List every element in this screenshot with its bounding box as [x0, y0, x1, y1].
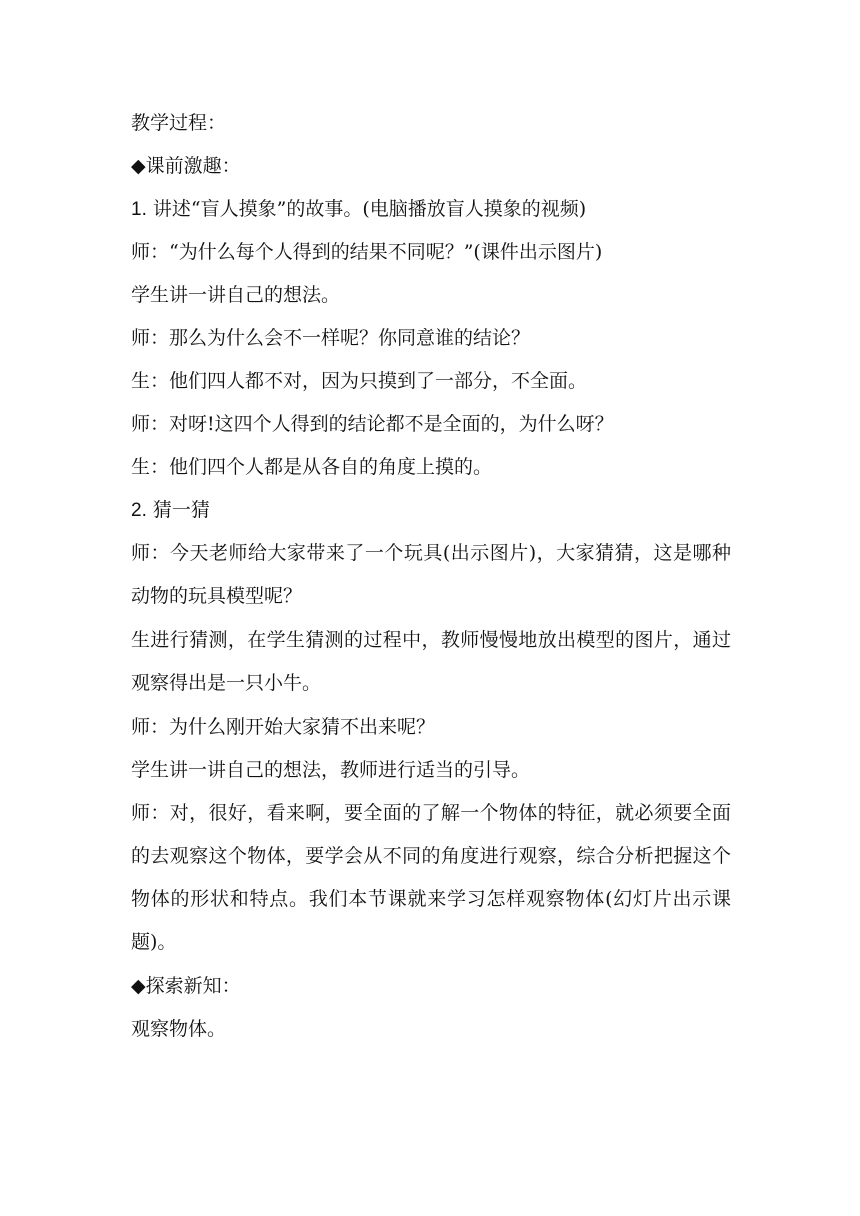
section-title-warmup: ◆课前激趣：: [131, 155, 241, 177]
item-1-text: 讲述“盲人摸象”的故事。(电脑播放盲人摸象的视频): [152, 198, 587, 220]
teacher-question-2: 师：那么为什么会不一样呢？你同意谁的结论？: [131, 327, 531, 349]
section-title-explore: ◆探索新知：: [131, 975, 241, 997]
observe-objects-line: 观察物体。: [131, 1018, 227, 1040]
student-answer-2: 生：他们四个人都是从各自的角度上摸的。: [131, 456, 493, 478]
item-2-text: 猜一猜: [152, 499, 210, 521]
teacher-question-3: 师：对呀!这四个人得到的结论都不是全面的，为什么呀？: [131, 413, 614, 435]
students-share-2: 学生讲一讲自己的想法，教师进行适当的引导。: [131, 759, 531, 781]
students-guess-paragraph: 生进行猜测，在学生猜测的过程中，教师慢慢地放出模型的图片，通过观察得出是一只小牛。: [131, 629, 731, 694]
heading: 教学过程：: [131, 112, 227, 134]
teacher-toy-paragraph: 师：今天老师给大家带来了一个玩具(出示图片)，大家猜猜，这是哪种动物的玩具模型呢？: [131, 542, 731, 607]
teacher-question-4: 师：为什么刚开始大家猜不出来呢？: [131, 716, 436, 738]
teacher-question-1: 师：“为什么每个人得到的结果不同呢？”(课件出示图片): [131, 241, 603, 263]
item-1-number: 1.: [131, 199, 147, 220]
teacher-summary-paragraph: 师：对，很好，看来啊，要全面的了解一个物体的特征，就必须要全面的去观察这个物体，要学会从不同的角度进行观察，综合分析把握这个物体的形状和特点。我们本节课就来学习怎样观察物体(幻灯片出示课题)。: [131, 802, 731, 953]
students-share-1: 学生讲一讲自己的想法。: [131, 284, 341, 306]
document-body: [131, 110, 731, 1059]
item-1: [131, 196, 731, 222]
student-answer-1: 生：他们四人都不对，因为只摸到了一部分，不全面。: [131, 370, 588, 392]
item-2-number: 2.: [131, 500, 147, 521]
item-2: [131, 497, 731, 523]
